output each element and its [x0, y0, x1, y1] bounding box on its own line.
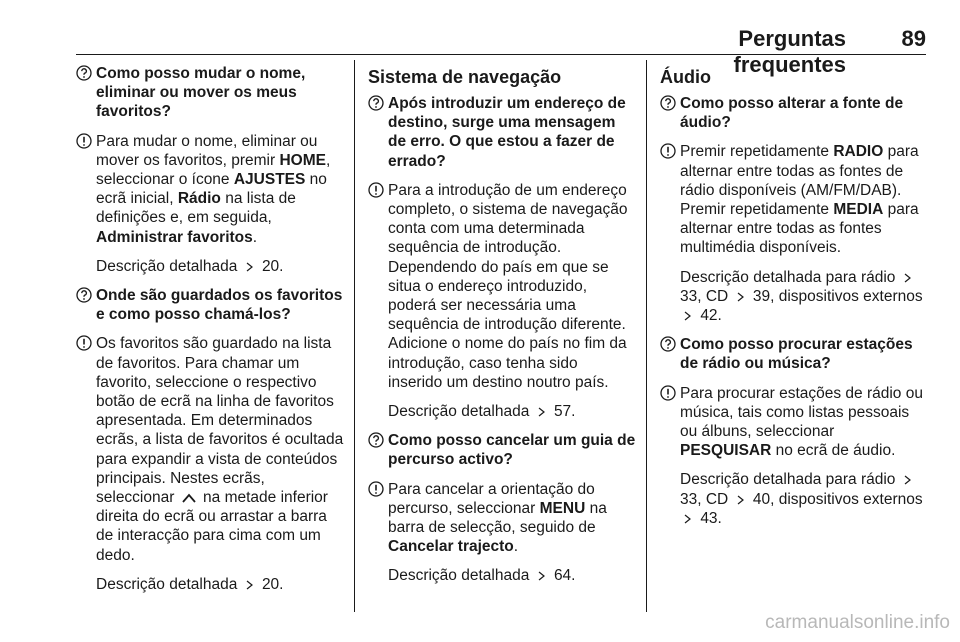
faq-question — [76, 64, 344, 122]
faq-answer — [76, 132, 344, 247]
question-icon — [76, 65, 92, 81]
chevron-up-icon — [179, 492, 199, 504]
question-icon — [76, 287, 92, 303]
page-ref-arrow-icon — [534, 570, 550, 582]
page-ref-arrow-icon — [900, 474, 916, 486]
detail-reference — [660, 470, 928, 528]
question-text: Após introduzir um endereço de destino, surge uma mensagem de erro. O que estou a fazer de errado? — [388, 95, 626, 170]
menu-ref-radio: Rádio — [177, 190, 221, 208]
answer-text: na metade inferior direita do ecrã ou arrastar a barra de interacção para cima com um dedo. — [96, 489, 328, 564]
column-2 — [368, 64, 636, 596]
column-1 — [76, 64, 344, 604]
page-ref[interactable]: 20. — [261, 575, 284, 593]
detail-reference — [368, 566, 636, 585]
watermark: carmanualsonline.info — [765, 612, 950, 633]
question-text: Onde são guardados os favoritos e como posso chamá-los? — [96, 287, 343, 324]
answer-text: , seleccionar o ícone — [96, 151, 331, 189]
detail-text: Descrição detalhada — [96, 575, 242, 593]
answer-text: Para procurar estações de rádio ou música, tais como listas pessoais ou álbuns, seleccionar — [680, 384, 923, 441]
section-title: Sistema de navegação — [368, 67, 562, 87]
answer-text: para alternar entre todas as fontes de rádio disponíveis (AM/FM/DAB). Premir repetidamente — [680, 143, 919, 219]
detail-text: Descrição detalhada — [388, 403, 534, 421]
answer-text: Os favoritos são guardado na lista de favoritos. Para chamar um favorito, seleccione o respectivo botão de ecrã na linha de favoritos apresentada. Em determinados ecrãs, a lista de favoritos é ocultada para expandir a vista de conteúdos principais. Nestes ecrãs, seleccionar — [96, 335, 344, 507]
question-icon — [368, 432, 384, 448]
exclamation-icon — [368, 182, 384, 198]
exclamation-icon — [76, 133, 92, 149]
detail-text: Descrição detalhada para rádio — [680, 268, 900, 286]
page-ref[interactable]: 20. — [261, 257, 284, 275]
answer-text: na lista de definições e, em seguida, — [96, 190, 296, 227]
page-number: 89 — [901, 26, 926, 51]
button-ref-media: MEDIA — [833, 201, 884, 219]
button-ref-search: PESQUISAR — [680, 442, 772, 460]
page-ref[interactable]: 39, dispositivos externos — [752, 287, 923, 305]
faq-question — [76, 286, 344, 324]
detail-reference — [368, 402, 636, 421]
exclamation-icon — [368, 481, 384, 497]
page-ref[interactable]: 40, dispositivos externos — [752, 490, 923, 508]
page-ref-arrow-icon — [534, 406, 550, 418]
question-icon — [660, 336, 676, 352]
question-text: Como posso mudar o nome, eliminar ou mover os meus favoritos? — [96, 65, 306, 121]
faq-question — [368, 431, 636, 469]
detail-text: Descrição detalhada para rádio — [680, 471, 900, 489]
answer-text: na barra de selecção, seguido de — [388, 499, 607, 537]
question-icon — [660, 95, 676, 111]
button-ref-settings: AJUSTES — [233, 171, 306, 189]
answer-text: . — [513, 538, 519, 556]
page-ref-arrow-icon — [733, 291, 749, 303]
button-ref-menu: MENU — [539, 499, 586, 517]
answer-text: no ecrã de áudio. — [771, 442, 896, 460]
faq-question — [660, 94, 928, 132]
answer-text: para alternar entre todas as fontes multimédia disponíveis. — [680, 201, 919, 257]
page-ref-arrow-icon — [680, 513, 696, 525]
question-text: Como posso cancelar um guia de percurso activo? — [388, 432, 636, 469]
column-3 — [660, 64, 928, 538]
answer-text: Para mudar o nome, eliminar ou mover os favoritos, premir — [96, 132, 318, 169]
exclamation-icon — [76, 335, 92, 351]
detail-text: Descrição detalhada — [96, 257, 242, 275]
answer-text: Premir repetidamente — [680, 143, 834, 161]
page-ref[interactable]: 43. — [700, 509, 722, 527]
answer-text: Para cancelar a orientação do percurso, seleccionar — [388, 480, 595, 517]
detail-reference — [76, 257, 344, 276]
column-divider — [646, 60, 647, 612]
faq-answer — [76, 334, 344, 564]
menu-ref-cancel-route: Cancelar trajecto — [388, 538, 514, 556]
question-text: Como posso procurar estações de rádio ou música? — [680, 336, 913, 373]
button-ref-radio: RADIO — [833, 143, 884, 161]
page-ref[interactable]: 33, CD — [680, 490, 733, 508]
answer-text: . — [252, 228, 258, 246]
answer-text: no ecrã inicial, — [96, 171, 327, 208]
menu-ref-manage-favourites: Administrar favoritos — [96, 228, 253, 246]
page-ref-arrow-icon — [733, 494, 749, 506]
header-rule — [76, 54, 926, 55]
faq-answer — [660, 142, 928, 257]
detail-reference — [76, 575, 344, 594]
button-ref-home: HOME — [279, 151, 326, 169]
faq-answer — [660, 384, 928, 461]
page-ref-arrow-icon — [900, 272, 916, 284]
page-ref[interactable]: 33, CD — [680, 287, 733, 305]
page-ref[interactable]: 64. — [553, 567, 576, 585]
column-divider — [354, 60, 355, 612]
faq-question — [368, 94, 636, 171]
section-title: Áudio — [660, 67, 711, 87]
page-ref[interactable]: 57. — [553, 403, 576, 421]
question-text: Como posso alterar a fonte de áudio? — [680, 95, 904, 132]
faq-answer — [368, 181, 636, 392]
exclamation-icon — [660, 143, 676, 159]
page-ref-arrow-icon — [242, 261, 258, 273]
page-ref-arrow-icon — [242, 579, 258, 591]
faq-question — [660, 335, 928, 373]
exclamation-icon — [660, 385, 676, 401]
question-icon — [368, 95, 384, 111]
detail-text: Descrição detalhada — [388, 567, 534, 585]
detail-reference — [660, 268, 928, 326]
page-header-title: Perguntas frequentes — [733, 26, 846, 77]
page-ref[interactable]: 42. — [700, 307, 722, 325]
faq-answer — [368, 480, 636, 557]
answer-text: Para a introdução de um endereço completo, o sistema de navegação conta com uma determinada sequência de introdução. Dependendo do país em que se situa o endereço introduzido, poderá ser necessária uma sequência de introdução diferente. Adicione o nome do país no fim da introdução, caso tenha sido inserido um destino noutro país. — [388, 181, 628, 391]
page-ref-arrow-icon — [680, 310, 696, 322]
